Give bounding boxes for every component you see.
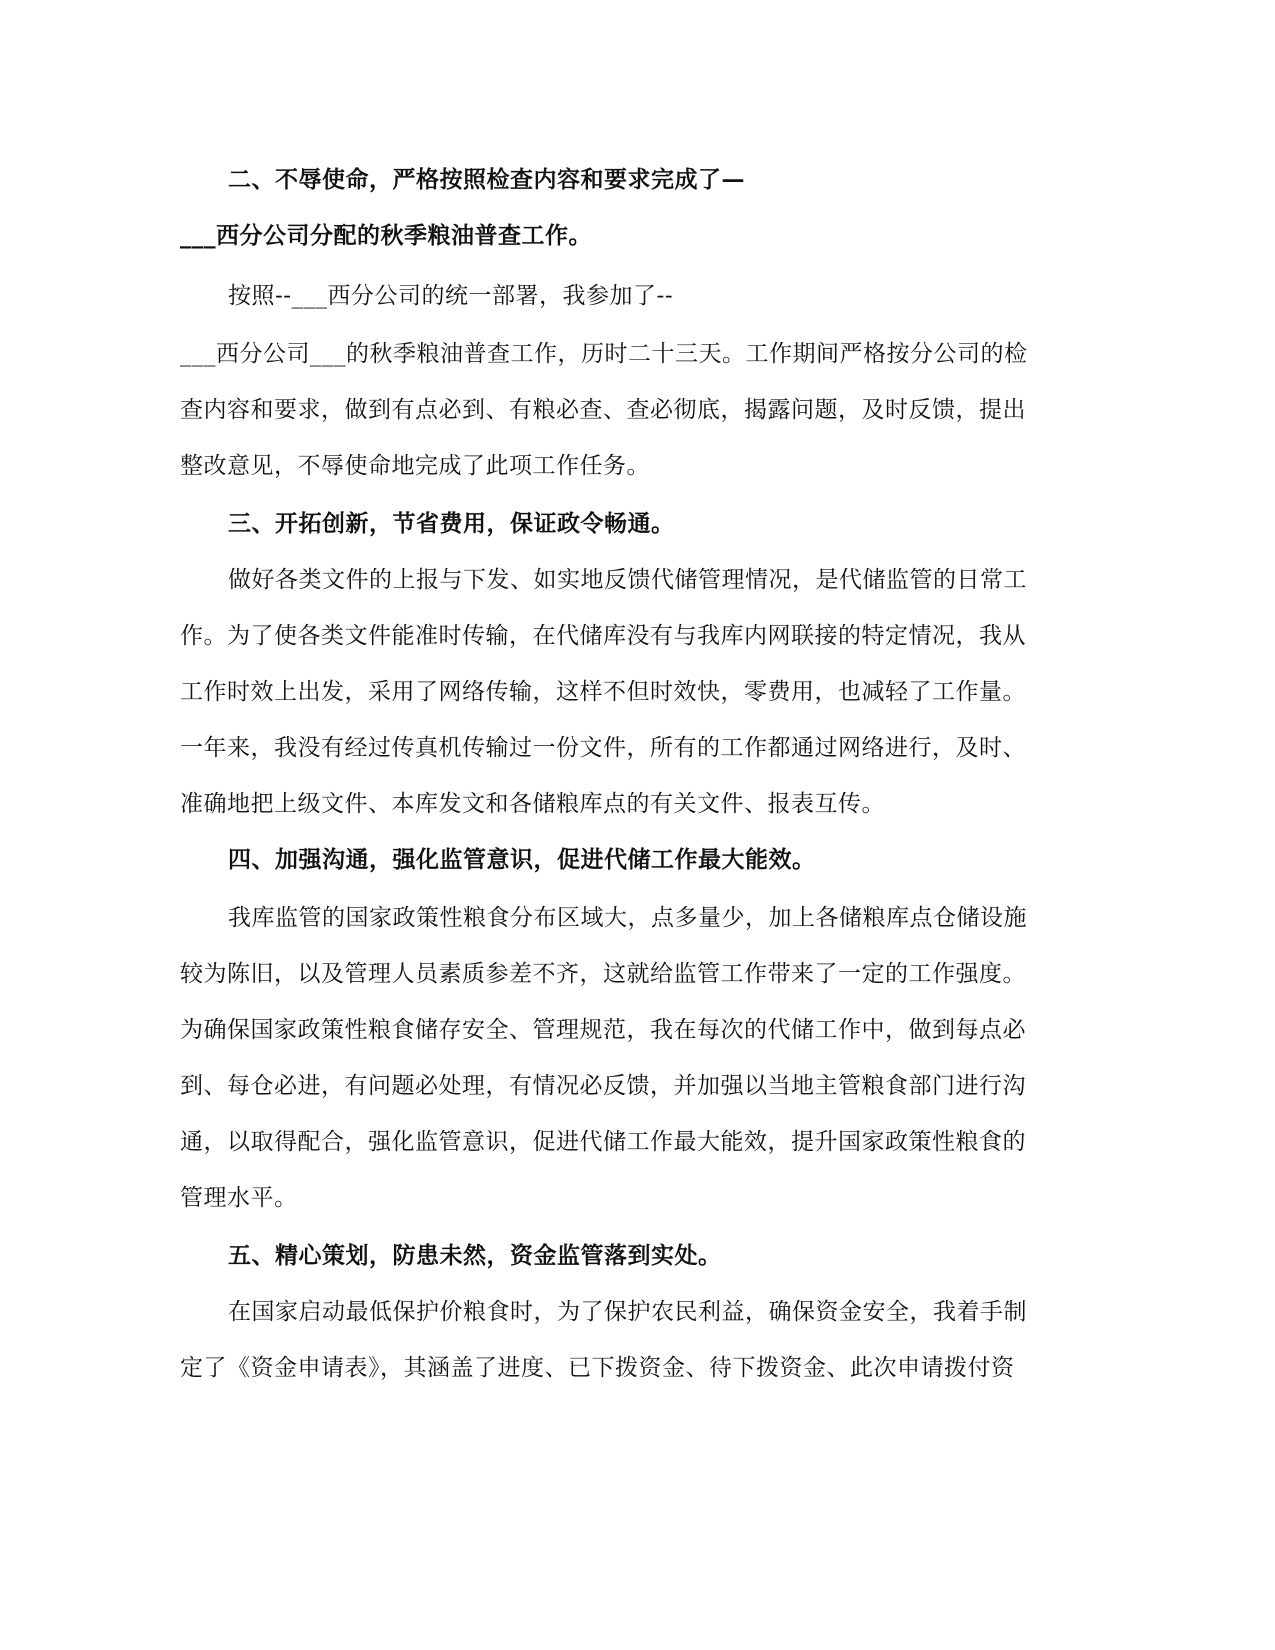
section-heading-3: 三、开拓创新，节省费用，保证政令畅通。 [228, 510, 675, 537]
paragraph-line: 准确地把上级文件、本库发文和各储粮库点的有关文件、报表互传。 [180, 791, 885, 817]
paragraph-line: 通，以取得配合，强化监管意识，促进代储工作最大能效，提升国家政策性粮食的 [180, 1129, 1026, 1155]
section-heading-2: 二、不辱使命，严格按照检查内容和要求完成了— [228, 166, 745, 193]
paragraph-line: 整改意见，不辱使命地完成了此项工作任务。 [180, 453, 650, 479]
paragraph-line: 做好各类文件的上报与下发、如实地反馈代储管理情况，是代储监管的日常工 [228, 567, 1027, 593]
paragraph-line: 定了《资金申请表》，其涵盖了进度、已下拨资金、待下拨资金、此次申请拨付资 [180, 1355, 1015, 1381]
paragraph-line: 管理水平。 [180, 1185, 298, 1211]
paragraph-line: 我库监管的国家政策性粮食分布区域大，点多量少，加上各储粮库点仓储设施 [228, 905, 1027, 931]
paragraph-line: 工作时效上出发，采用了网络传输，这样不但时效快，零费用，也减轻了工作量。 [180, 679, 1026, 705]
paragraph-line: 为确保国家政策性粮食储存安全、管理规范，我在每次的代储工作中，做到每点必 [180, 1017, 1026, 1043]
paragraph-line: ___西分公司___的秋季粮油普查工作，历时二十三天。工作期间严格按分公司的检 [180, 341, 1028, 367]
paragraph-line: 一年来，我没有经过传真机传输过一份文件，所有的工作都通过网络进行，及时、 [180, 735, 1026, 761]
paragraph-line: 按照--___西分公司的统一部署，我参加了-- [228, 283, 674, 309]
paragraph-line: 到、每仓必进，有问题必处理，有情况必反馈，并加强以当地主管粮食部门进行沟 [180, 1073, 1026, 1099]
paragraph-line: 较为陈旧，以及管理人员素质参差不齐，这就给监管工作带来了一定的工作强度。 [180, 961, 1026, 987]
paragraph-line: 作。为了使各类文件能准时传输，在代储库没有与我库内网联接的特定情况，我从 [180, 623, 1026, 649]
paragraph-line: 查内容和要求，做到有点必到、有粮必查、查必彻底，揭露问题，及时反馈，提出 [180, 397, 1026, 423]
paragraph-line: 在国家启动最低保护价粮食时，为了保护农民利益，确保资金安全，我着手制 [228, 1299, 1027, 1325]
section-heading-4: 四、加强沟通，强化监管意识，促进代储工作最大能效。 [228, 846, 816, 873]
section-heading-2-continued: ___西分公司分配的秋季粮油普查工作。 [180, 222, 592, 249]
section-heading-5: 五、精心策划，防患未然，资金监管落到实处。 [228, 1242, 722, 1269]
